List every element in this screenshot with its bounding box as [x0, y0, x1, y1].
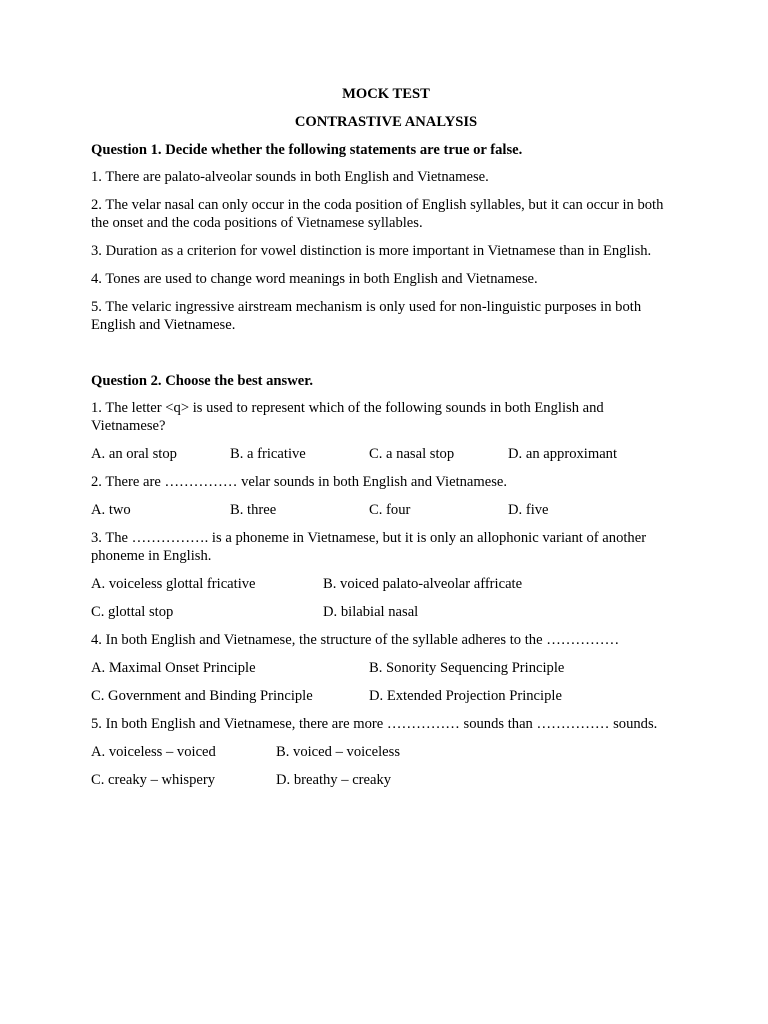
option-d: D. bilabial nasal [323, 604, 419, 620]
q2-item-5-stem: 5. In both English and Vietnamese, there are more …………… sounds than …………… sounds. [91, 716, 658, 732]
q1-statement-1: 1. There are palato-alveolar sounds in both English and Vietnamese. [91, 169, 489, 185]
document-title: MOCK TEST [342, 86, 430, 102]
option-d: D. breathy – creaky [276, 772, 392, 788]
option-c: C. a nasal stop [369, 446, 455, 462]
option-a: A. voiceless – voiced [91, 744, 216, 760]
q2-item-4-options-row-1 [91, 659, 681, 677]
q1-statement-5: 5. The velaric ingressive airstream mechanism is only used for non-linguistic purposes in both English and Vietnamese. [91, 299, 642, 333]
option-c: C. glottal stop [91, 604, 174, 620]
option-b: B. voiced – voiceless [276, 744, 401, 760]
q1-statement-4: 4. Tones are used to change word meanings in both English and Vietnamese. [91, 271, 538, 287]
option-c: C. Government and Binding Principle [91, 688, 313, 704]
q2-item-3-options-row-1 [91, 575, 681, 593]
document-content [91, 84, 681, 799]
q2-item-3-options-row-2 [91, 603, 681, 621]
option-b: B. a fricative [230, 446, 306, 462]
q2-item-2-options [91, 501, 681, 519]
q2-item-4-stem: 4. In both English and Vietnamese, the structure of the syllable adheres to the …………… [91, 632, 620, 648]
option-a: A. an oral stop [91, 446, 177, 462]
option-b: B. voiced palato-alveolar affricate [323, 576, 523, 592]
option-d: D. Extended Projection Principle [369, 688, 562, 704]
question-2-heading: Question 2. Choose the best answer. [91, 373, 314, 389]
document-subtitle: CONTRASTIVE ANALYSIS [294, 114, 478, 130]
q2-item-2-stem: 2. There are …………… velar sounds in both English and Vietnamese. [91, 474, 508, 490]
q2-item-5-options-row-1 [91, 743, 681, 761]
section-spacer [91, 344, 681, 371]
q2-item-1-stem: 1. The letter <q> is used to represent which of the following sounds in both English and Vietnamese? [91, 400, 604, 434]
option-a: A. two [91, 502, 131, 518]
option-d: D. an approximant [508, 446, 618, 462]
q2-item-1-options [91, 445, 681, 463]
q2-item-3-stem: 3. The ……………. is a phoneme in Vietnamese, but it is only an allophonic variant of another phoneme in English. [91, 530, 647, 564]
option-c: C. creaky – whispery [91, 772, 216, 788]
question-1-heading: Question 1. Decide whether the following statements are true or false. [91, 142, 523, 158]
option-b: B. Sonority Sequencing Principle [369, 660, 565, 676]
option-a: A. Maximal Onset Principle [91, 660, 256, 676]
q2-item-4-options-row-2 [91, 687, 681, 705]
option-b: B. three [230, 502, 277, 518]
option-a: A. voiceless glottal fricative [91, 576, 256, 592]
option-d: D. five [508, 502, 549, 518]
q1-statement-3: 3. Duration as a criterion for vowel distinction is more important in Vietnamese than in English. [91, 243, 652, 259]
q1-statement-2: 2. The velar nasal can only occur in the coda position of English syllables, but it can occur in both the onset and the coda positions of Vietnamese syllables. [91, 197, 664, 231]
q2-item-5-options-row-2 [91, 771, 681, 789]
option-c: C. four [369, 502, 411, 518]
